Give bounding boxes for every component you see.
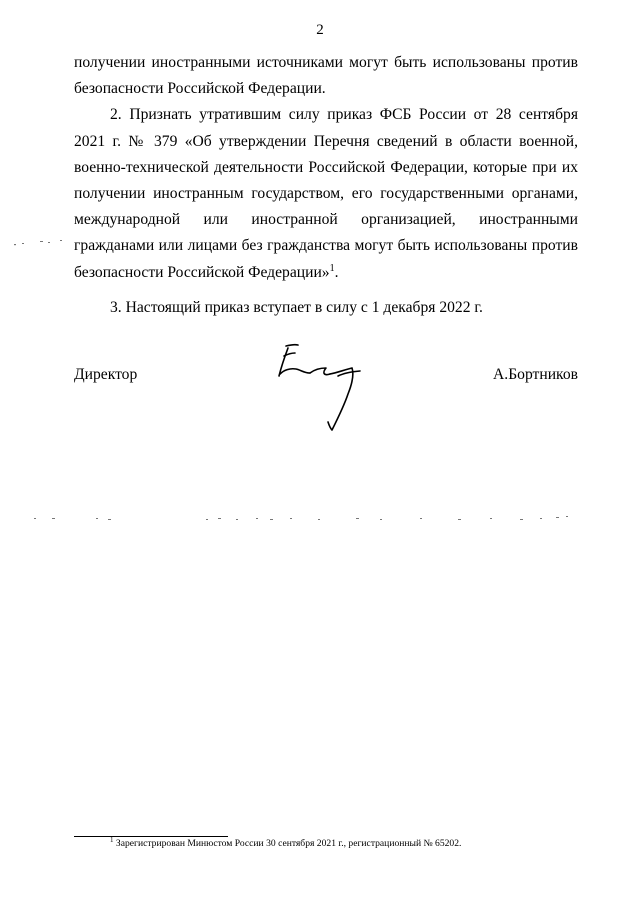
signatory-name: А.Бортников: [493, 366, 578, 383]
item-2-text: 2. Признать утратившим силу приказ ФСБ России от 28 сентября 2021 г. № 379 «Об утверждении Перечня сведений в области военной, военно-технической деятельности Российской Федерации, которые при их получении иностранным государством, его государственными органами, международной или иностранной организацией, иностранными гражданами или лицами без гражданства могут быть использованы против безопасности Российской Федерации»: [74, 106, 578, 281]
item-2-end: .: [334, 263, 339, 281]
page-number: 2: [316, 22, 324, 38]
signatory-title: Директор: [74, 366, 138, 383]
footnote: [110, 835, 462, 850]
footnote-text: Зарегистрирован Минюстом России 30 сентября 2021 г., регистрационный № 65202.: [115, 838, 462, 849]
footnote-reference: 1: [329, 262, 335, 274]
footnote-marker: 1: [110, 835, 114, 844]
footnote-separator: [74, 836, 228, 837]
paragraph-item-3: 3. Настоящий приказ вступает в силу с 1 декабря 2022 г.: [110, 298, 483, 316]
paragraph-continuation: получении иностранными источниками могут быть использованы против безопасности Российской Федерации.: [74, 54, 578, 98]
